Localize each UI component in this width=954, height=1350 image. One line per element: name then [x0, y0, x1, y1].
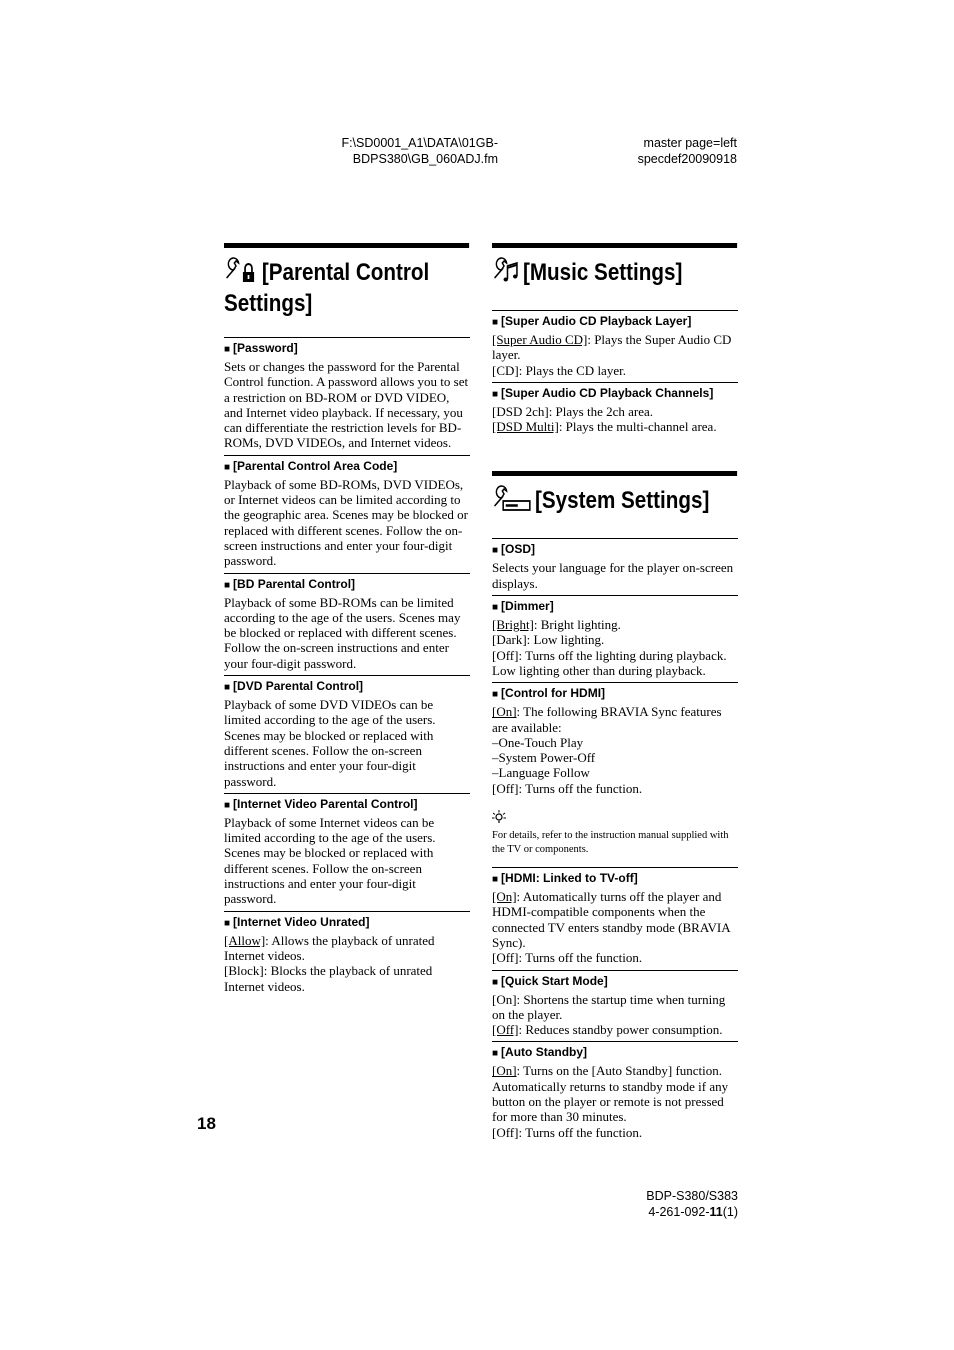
setting-item — [224, 793, 470, 907]
setting-title-text: [Super Audio CD Playback Channels] — [501, 385, 714, 400]
file-path-line-2: BDPS380\GB_060ADJ.fm — [352, 152, 498, 166]
setting-item — [492, 867, 738, 965]
setting-title-text: [DVD Parental Control] — [233, 679, 364, 694]
music-title-text: [Music Settings] — [522, 259, 683, 286]
option-line — [492, 781, 738, 796]
setting-title — [224, 796, 470, 814]
footer-code-bold: 11 — [709, 1205, 723, 1219]
setting-title-text: [Password] — [233, 341, 298, 355]
system-title-gap — [492, 518, 738, 538]
setting-description — [492, 617, 738, 678]
setting-title — [492, 313, 738, 331]
setting-title — [224, 678, 470, 696]
system-section-title — [492, 471, 737, 518]
setting-title — [224, 340, 470, 358]
setting-description — [492, 992, 738, 1038]
option-line — [492, 632, 738, 647]
option-label: [Super Audio CD] — [492, 332, 588, 347]
setting-title-text: [Super Audio CD Playback Layer] — [501, 314, 692, 328]
description-text: Sets or changes the password for the Parental Control function. A password allows you to set a restriction on BD-ROM or DVD VIDEO, and Internet video playback. If necessary, you can differentiate the restriction levels for BD-ROMs, DVD VIDEOs, and Internet videos. — [224, 359, 469, 451]
setting-description — [224, 477, 470, 569]
option-text: : Allows the playback of unrated Internet videos. — [224, 932, 435, 963]
option-label: [On] — [492, 889, 517, 905]
option-label: [Off] — [492, 950, 519, 966]
option-line — [224, 963, 470, 994]
option-label: [Off] — [492, 647, 519, 663]
option-text: : Shortens the startup time when turning on the player. — [492, 991, 726, 1022]
feature-line: –System Power-Off — [492, 750, 596, 766]
bullet-square-icon: ■ — [492, 388, 499, 400]
master-page-line-1: master page=left — [643, 136, 737, 150]
option-text: : Reduces standby power consumption. — [518, 1022, 723, 1038]
option-line — [492, 617, 738, 632]
option-text: : Blocks the playback of unrated Internet videos. — [224, 963, 433, 994]
option-label: [On] — [492, 991, 517, 1007]
setting-description — [492, 704, 738, 796]
setting-title-text: [Control for HDMI] — [501, 686, 606, 701]
option-line — [492, 1022, 738, 1037]
bullet-square-icon: ■ — [224, 344, 231, 355]
setting-title — [224, 576, 470, 594]
option-text: : Bright lighting. — [533, 617, 621, 633]
setting-description — [492, 1063, 738, 1139]
option-line — [492, 704, 738, 735]
setting-title-text: [Dimmer] — [501, 599, 554, 614]
music-title-gap — [492, 290, 738, 310]
bullet-square-icon: ■ — [492, 545, 499, 557]
option-line — [492, 404, 738, 419]
setting-description — [492, 404, 738, 435]
setting-description — [224, 933, 470, 994]
setting-description — [224, 697, 470, 789]
setting-description — [224, 359, 470, 451]
option-label: [DSD Multi] — [492, 419, 559, 435]
footer-code-suffix: (1) — [722, 1205, 738, 1219]
bullet-square-icon: ■ — [492, 602, 499, 614]
setting-title — [492, 1044, 738, 1062]
setting-item — [492, 382, 738, 435]
option-label: [Off] — [492, 1022, 519, 1038]
option-line — [492, 363, 738, 378]
feature-line: –Language Follow — [492, 765, 590, 781]
section-spacer — [492, 438, 738, 471]
setting-item — [224, 911, 470, 994]
description-text: Selects your language for the player on-screen displays. — [492, 560, 734, 591]
option-text: : The following BRAVIA Sync features are available: — [492, 704, 722, 735]
setting-title — [492, 973, 738, 991]
setting-title-text: [Internet Video Unrated] — [233, 914, 370, 929]
bullet-square-icon: ■ — [224, 799, 231, 811]
bullet-square-icon: ■ — [492, 976, 499, 988]
option-label: [Dark] — [492, 632, 527, 648]
setting-title — [492, 385, 738, 403]
option-label: [On] — [492, 1063, 517, 1079]
option-line — [492, 419, 738, 434]
bullet-square-icon: ■ — [224, 917, 231, 929]
setting-description — [492, 889, 738, 965]
option-text: : Turns off the function. — [518, 1124, 643, 1140]
file-path-header — [341, 135, 498, 167]
feature-line: –One-Touch Play — [492, 734, 584, 750]
option-text: : Turns on the [Auto Standby] function. Automatically returns to standby mode if any button on the player or remote is not pressed for more than 30 minutes. — [492, 1063, 729, 1125]
description-text: Playback of some BD-ROMs, DVD VIDEOs, or Internet videos can be limited according to the geographic area. Scenes may be blocked or replaced with different scenes. Follow the on-screen instructions and enter your four-digit password. — [224, 476, 469, 569]
bullet-square-icon: ■ — [224, 579, 231, 591]
system-title-text: [System Settings] — [535, 487, 710, 515]
setting-title-text: [BD Parental Control] — [233, 576, 356, 591]
option-text: : Plays the CD layer. — [518, 362, 626, 378]
hint-block — [492, 796, 738, 857]
option-text: : Plays the Super Audio CD layer. — [492, 332, 732, 363]
lightbulb-icon — [492, 810, 738, 829]
setting-title — [224, 914, 470, 932]
setting-title-text: [OSD] — [501, 542, 536, 557]
setting-title-text: [Auto Standby] — [501, 1045, 588, 1060]
option-label: [CD] — [492, 362, 519, 378]
option-text: : Low lighting. — [526, 632, 605, 648]
parental-title-text: [Parental Control Settings] — [224, 259, 430, 317]
description-text: Playback of some BD-ROMs can be limited according to the age of the users. Scenes may be blocked or replaced with different scenes. Follow the on-screen instructions and enter your four-digit password. — [224, 594, 461, 671]
left-column — [224, 243, 470, 998]
setting-item — [492, 595, 738, 678]
setting-item — [224, 573, 470, 671]
right-column — [492, 243, 738, 1144]
setting-item — [492, 970, 738, 1038]
setting-title — [224, 458, 470, 476]
footer-code — [646, 1204, 738, 1220]
setting-item — [224, 455, 470, 569]
setting-title-text: [HDMI: Linked to TV-off] — [501, 871, 638, 886]
file-path-line-1: F:\SD0001_A1\DATA\01GB- — [341, 136, 498, 150]
option-text: : Turns off the function. — [518, 950, 643, 966]
bullet-square-icon: ■ — [492, 689, 499, 701]
setting-title-text: [Internet Video Parental Control] — [233, 796, 418, 811]
footer — [646, 1188, 738, 1220]
wrench-music-icon — [492, 254, 520, 290]
bullet-square-icon: ■ — [224, 682, 231, 694]
setting-title — [492, 598, 738, 616]
option-label: [Allow] — [224, 932, 266, 948]
option-label: [DSD 2ch] — [492, 403, 549, 419]
option-text: : Turns off the lighting during playback. Low lighting other than during playback. — [492, 647, 727, 678]
bullet-square-icon: ■ — [492, 874, 499, 886]
description-text: Playback of some Internet videos can be limited according to the age of the users. Scenes may be blocked or replaced with different scenes. Follow the on-screen instructions and enter your four-digit password. — [224, 814, 436, 907]
bullet-square-icon: ■ — [224, 461, 231, 473]
footer-code-prefix: 4-261-092- — [648, 1205, 710, 1219]
footer-model: BDP-S380/S383 — [646, 1189, 738, 1203]
setting-item — [492, 310, 738, 378]
bullet-square-icon: ■ — [492, 1048, 499, 1060]
setting-description — [224, 815, 470, 907]
option-line — [492, 992, 738, 1023]
option-label: [Off] — [492, 780, 519, 796]
option-label: [Off] — [492, 1124, 519, 1140]
option-line — [492, 889, 738, 950]
option-text: : Automatically turns off the player and HDMI-compatible components when the connected TV enters standby mode (BRAVIA Sync). — [492, 889, 730, 950]
option-text: : Plays the multi-channel area. — [558, 419, 717, 435]
wrench-lock-icon — [224, 254, 258, 290]
setting-title — [492, 685, 738, 703]
option-text: : Plays the 2ch area. — [548, 403, 654, 419]
option-text: : Turns off the function. — [518, 780, 643, 796]
setting-title — [492, 870, 738, 888]
setting-description — [492, 332, 738, 378]
option-label: [Block] — [224, 963, 264, 979]
bullet-square-icon: ■ — [492, 317, 499, 328]
setting-item — [492, 682, 738, 857]
option-line — [492, 332, 738, 363]
master-page-header — [638, 135, 737, 167]
option-line — [224, 933, 470, 964]
page-number: 18 — [197, 1114, 216, 1133]
parental-section-title — [224, 243, 469, 317]
setting-title-text: [Parental Control Area Code] — [233, 458, 398, 473]
setting-description — [492, 560, 738, 591]
setting-item — [492, 538, 738, 591]
music-section-title — [492, 243, 737, 290]
setting-item — [492, 1041, 738, 1139]
setting-item — [224, 337, 470, 451]
option-label: [On] — [492, 704, 517, 720]
setting-description — [224, 595, 470, 671]
option-line — [492, 950, 738, 965]
setting-title-text: [Quick Start Mode] — [501, 973, 608, 988]
option-line — [492, 1125, 738, 1140]
parental-title-gap — [224, 317, 470, 337]
option-line — [492, 1063, 738, 1124]
setting-title — [492, 541, 738, 559]
master-page-line-2: specdef20090918 — [637, 152, 737, 166]
option-label: [Bright] — [492, 617, 534, 633]
setting-item — [224, 675, 470, 789]
description-text: Playback of some DVD VIDEOs can be limited according to the age of the users. Scenes may be blocked or replaced with different scenes. Follow the on-screen instructions and enter your four-digit password. — [224, 697, 436, 789]
hint-text: For details, refer to the instruction manual supplied with the TV or components. — [492, 830, 729, 856]
wrench-player-icon — [492, 482, 532, 518]
option-line — [492, 648, 738, 679]
